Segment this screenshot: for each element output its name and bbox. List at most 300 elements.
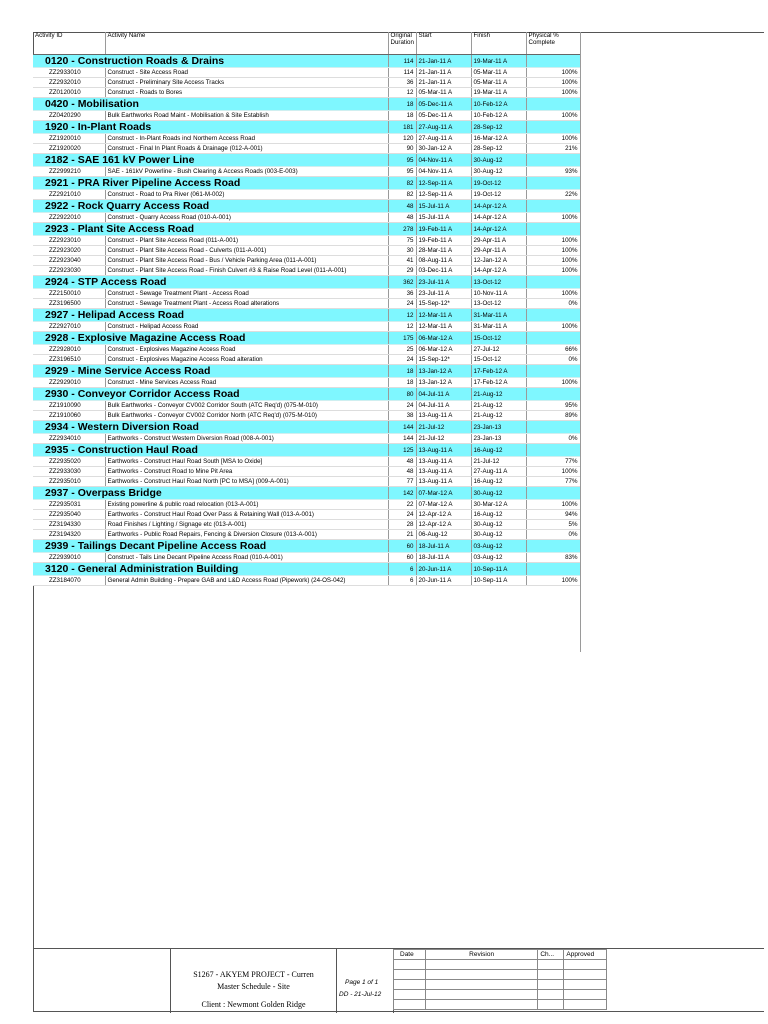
wbs-group-title: 2929 - Mine Service Access Road <box>33 365 388 378</box>
wbs-group-title: 2939 - Tailings Decant Pipeline Access Road <box>33 540 388 553</box>
activity-row <box>33 246 580 256</box>
activity-start: 06-Aug-12 <box>416 530 471 540</box>
group-pct <box>526 421 580 434</box>
activity-row <box>33 111 580 121</box>
activity-name: Construct - Plant Site Access Road (011-A-001) <box>105 236 388 246</box>
group-finish: 13-Oct-12 <box>471 276 526 289</box>
activity-id: ZZ3196510 <box>33 355 105 365</box>
activity-pct-complete: 94% <box>526 510 580 520</box>
activity-duration: 24 <box>388 355 416 365</box>
group-duration: 125 <box>388 444 416 457</box>
activity-row <box>33 510 580 520</box>
activity-duration: 18 <box>388 378 416 388</box>
wbs-group-row <box>33 98 580 111</box>
wbs-group-row <box>33 332 580 345</box>
activity-id: ZZ2150010 <box>33 289 105 299</box>
activity-start: 04-Nov-11 A <box>416 167 471 177</box>
group-finish: 10-Feb-12 A <box>471 98 526 111</box>
activity-pct-complete: 22% <box>526 190 580 200</box>
group-start: 12-Mar-11 A <box>416 309 471 322</box>
activity-pct-complete: 0% <box>526 355 580 365</box>
activity-start: 20-Jun-11 A <box>416 576 471 586</box>
activity-row <box>33 78 580 88</box>
wbs-group-row <box>33 563 580 576</box>
wbs-group-row <box>33 309 580 322</box>
group-duration: 144 <box>388 421 416 434</box>
group-start: 06-Mar-12 A <box>416 332 471 345</box>
activity-name: Construct - Sewage Treatment Plant - Access Road alterations <box>105 299 388 309</box>
group-start: 23-Jul-11 A <box>416 276 471 289</box>
activity-pct-complete: 21% <box>526 144 580 154</box>
rev-header-date: Date <box>394 950 426 960</box>
activity-row <box>33 378 580 388</box>
activity-name: Construct - Explosives Magazine Access Road alteration <box>105 355 388 365</box>
activity-id: ZZ2935010 <box>33 477 105 487</box>
activity-name: Earthworks - Construct Western Diversion Road (008-A-001) <box>105 434 388 444</box>
group-duration: 181 <box>388 121 416 134</box>
wbs-group-title: 2927 - Helipad Access Road <box>33 309 388 322</box>
group-pct <box>526 540 580 553</box>
activity-name: Construct - Preliminary Site Access Tracks <box>105 78 388 88</box>
activity-duration: 60 <box>388 553 416 563</box>
activity-id: ZZ2929010 <box>33 378 105 388</box>
activity-name: Existing powerline & public road relocation (013-A-001) <box>105 500 388 510</box>
wbs-group-row <box>33 55 580 68</box>
wbs-group-title: 0120 - Construction Roads & Drains <box>33 55 388 68</box>
activity-duration: 18 <box>388 111 416 121</box>
activity-finish: 30-Aug-12 <box>471 530 526 540</box>
activity-duration: 24 <box>388 299 416 309</box>
activity-finish: 16-Mar-12 A <box>471 134 526 144</box>
activity-finish: 31-Mar-11 A <box>471 322 526 332</box>
group-duration: 82 <box>388 177 416 190</box>
activity-pct-complete: 100% <box>526 213 580 223</box>
activity-finish: 17-Feb-12 A <box>471 378 526 388</box>
activity-pct-complete: 83% <box>526 553 580 563</box>
activity-duration: 30 <box>388 246 416 256</box>
wbs-group-row <box>33 365 580 378</box>
group-pct <box>526 309 580 322</box>
wbs-group-title: 2930 - Conveyor Corridor Access Road <box>33 388 388 401</box>
activity-id: ZZ2921010 <box>33 190 105 200</box>
group-duration: 114 <box>388 55 416 68</box>
activity-start: 13-Aug-11 A <box>416 457 471 467</box>
schedule-table <box>33 32 581 586</box>
group-pct <box>526 98 580 111</box>
activity-id: ZZ2933010 <box>33 68 105 78</box>
activity-id: ZZ2934010 <box>33 434 105 444</box>
activity-id: ZZ1920020 <box>33 144 105 154</box>
group-finish: 30-Aug-12 <box>471 154 526 167</box>
activity-duration: 38 <box>388 411 416 421</box>
activity-finish: 30-Mar-12 A <box>471 500 526 510</box>
activity-id: ZZ2923010 <box>33 236 105 246</box>
activity-start: 12-Apr-12 A <box>416 520 471 530</box>
wbs-group-row <box>33 421 580 434</box>
group-start: 21-Jul-12 <box>416 421 471 434</box>
activity-duration: 77 <box>388 477 416 487</box>
activity-finish: 05-Mar-11 A <box>471 78 526 88</box>
wbs-group-row <box>33 540 580 553</box>
activity-duration: 28 <box>388 520 416 530</box>
activity-duration: 95 <box>388 167 416 177</box>
activity-row <box>33 553 580 563</box>
activity-start: 28-Mar-11 A <box>416 246 471 256</box>
group-finish: 31-Mar-11 A <box>471 309 526 322</box>
activity-id: ZZ2928010 <box>33 345 105 355</box>
activity-duration: 82 <box>388 190 416 200</box>
group-start: 13-Aug-11 A <box>416 444 471 457</box>
activity-start: 21-Jul-12 <box>416 434 471 444</box>
wbs-group-title: 2937 - Overpass Bridge <box>33 487 388 500</box>
activity-start: 12-Apr-12 A <box>416 510 471 520</box>
group-pct <box>526 365 580 378</box>
rev-header-checked: Ch... <box>538 950 564 960</box>
activity-pct-complete: 100% <box>526 378 580 388</box>
activity-row <box>33 299 580 309</box>
wbs-group-title: 2934 - Western Diversion Road <box>33 421 388 434</box>
activity-finish: 23-Jan-13 <box>471 434 526 444</box>
col-finish: Finish <box>471 32 526 55</box>
activity-duration: 90 <box>388 144 416 154</box>
activity-row <box>33 134 580 144</box>
activity-row <box>33 530 580 540</box>
activity-finish: 16-Aug-12 <box>471 477 526 487</box>
group-duration: 362 <box>388 276 416 289</box>
activity-name: Construct - In-Plant Roads incl Northern Access Road <box>105 134 388 144</box>
activity-pct-complete: 100% <box>526 289 580 299</box>
activity-duration: 22 <box>388 500 416 510</box>
activity-start: 04-Jul-11 A <box>416 401 471 411</box>
col-physical-complete: Physical % Complete <box>526 32 580 55</box>
activity-finish: 28-Sep-12 <box>471 144 526 154</box>
group-pct <box>526 444 580 457</box>
wbs-group-row <box>33 388 580 401</box>
table-right-border <box>580 32 581 652</box>
wbs-group-row <box>33 487 580 500</box>
activity-id: ZZ2922010 <box>33 213 105 223</box>
group-start: 04-Nov-11 A <box>416 154 471 167</box>
wbs-group-title: 2182 - SAE 161 kV Power Line <box>33 154 388 167</box>
activity-finish: 13-Oct-12 <box>471 299 526 309</box>
activity-start: 13-Aug-11 A <box>416 411 471 421</box>
activity-id: ZZ3194330 <box>33 520 105 530</box>
activity-finish: 27-Aug-11 A <box>471 467 526 477</box>
activity-id: ZZ3194320 <box>33 530 105 540</box>
activity-row <box>33 355 580 365</box>
wbs-group-title: 0420 - Mobilisation <box>33 98 388 111</box>
group-finish: 21-Aug-12 <box>471 388 526 401</box>
group-pct <box>526 388 580 401</box>
activity-pct-complete: 89% <box>526 411 580 421</box>
schedule-name: Master Schedule - Site <box>217 982 290 991</box>
activity-name: Construct - Helipad Access Road <box>105 322 388 332</box>
activity-name: Construct - Explosives Magazine Access Road <box>105 345 388 355</box>
wbs-group-title: 1920 - In-Plant Roads <box>33 121 388 134</box>
activity-duration: 12 <box>388 88 416 98</box>
activity-row <box>33 144 580 154</box>
activity-finish: 21-Aug-12 <box>471 401 526 411</box>
activity-start: 23-Jul-11 A <box>416 289 471 299</box>
activity-duration: 6 <box>388 576 416 586</box>
activity-pct-complete: 100% <box>526 500 580 510</box>
activity-finish: 21-Jul-12 <box>471 457 526 467</box>
project-title: S1267 - AKYEM PROJECT - Curren <box>193 970 314 979</box>
activity-name: Earthworks - Public Road Repairs, Fencing & Diversion Closure (013-A-001) <box>105 530 388 540</box>
activity-id: ZZ1910060 <box>33 411 105 421</box>
activity-start: 19-Feb-11 A <box>416 236 471 246</box>
activity-name: Road Finishes / Lighting / Signage etc (013-A-001) <box>105 520 388 530</box>
activity-name: Construct - Roads to Bores <box>105 88 388 98</box>
activity-finish: 19-Mar-11 A <box>471 88 526 98</box>
group-pct <box>526 154 580 167</box>
activity-finish: 12-Jan-12 A <box>471 256 526 266</box>
activity-row <box>33 411 580 421</box>
group-start: 04-Jul-11 A <box>416 388 471 401</box>
group-start: 19-Feb-11 A <box>416 223 471 236</box>
activity-row <box>33 213 580 223</box>
activity-start: 12-Sep-11 A <box>416 190 471 200</box>
activity-duration: 41 <box>388 256 416 266</box>
activity-pct-complete: 77% <box>526 457 580 467</box>
wbs-group-row <box>33 200 580 213</box>
wbs-group-row <box>33 444 580 457</box>
activity-finish: 14-Apr-12 A <box>471 213 526 223</box>
activity-name: Construct - Final In Plant Roads & Drainage (012-A-001) <box>105 144 388 154</box>
wbs-group-row <box>33 154 580 167</box>
activity-id: ZZ2923040 <box>33 256 105 266</box>
activity-name: General Admin Building - Prepare GAB and L&D Access Road (Pipework) (24-OS-042) <box>105 576 388 586</box>
group-pct <box>526 121 580 134</box>
activity-start: 13-Jan-12 A <box>416 378 471 388</box>
wbs-group-title: 2921 - PRA River Pipeline Access Road <box>33 177 388 190</box>
wbs-group-row <box>33 223 580 236</box>
activity-id: ZZ3196500 <box>33 299 105 309</box>
activity-pct-complete: 100% <box>526 236 580 246</box>
activity-duration: 75 <box>388 236 416 246</box>
activity-name: Construct - Site Access Road <box>105 68 388 78</box>
activity-start: 15-Sep-12* <box>416 299 471 309</box>
activity-start: 18-Jul-11 A <box>416 553 471 563</box>
activity-pct-complete: 77% <box>526 477 580 487</box>
wbs-group-title: 2935 - Construction Haul Road <box>33 444 388 457</box>
activity-name: Construct - Road to Pra River (061-M-002) <box>105 190 388 200</box>
activity-duration: 24 <box>388 510 416 520</box>
rev-header-revision: Revision <box>425 950 537 960</box>
wbs-group-title: 2928 - Explosive Magazine Access Road <box>33 332 388 345</box>
group-start: 12-Sep-11 A <box>416 177 471 190</box>
group-finish: 30-Aug-12 <box>471 487 526 500</box>
wbs-group-title: 2922 - Rock Quarry Access Road <box>33 200 388 213</box>
activity-duration: 24 <box>388 401 416 411</box>
activity-duration: 48 <box>388 213 416 223</box>
activity-pct-complete: 100% <box>526 134 580 144</box>
activity-duration: 21 <box>388 530 416 540</box>
group-start: 05-Dec-11 A <box>416 98 471 111</box>
group-duration: 6 <box>388 563 416 576</box>
activity-duration: 48 <box>388 467 416 477</box>
group-duration: 12 <box>388 309 416 322</box>
activity-name: Construct - Plant Site Access Road - Bus / Vehicle Parking Area (011-A-001) <box>105 256 388 266</box>
activity-row <box>33 576 580 586</box>
activity-duration: 144 <box>388 434 416 444</box>
activity-id: ZZ2935020 <box>33 457 105 467</box>
group-finish: 10-Sep-11 A <box>471 563 526 576</box>
activity-name: Bulk Earthworks - Conveyor CV002 Corridor North (ATC Req'd) (075-M-010) <box>105 411 388 421</box>
group-duration: 18 <box>388 365 416 378</box>
activity-id: ZZ2935031 <box>33 500 105 510</box>
activity-start: 07-Mar-12 A <box>416 500 471 510</box>
activity-name: Construct - Tails Line Decant Pipeline Access Road (010-A-001) <box>105 553 388 563</box>
activity-pct-complete: 100% <box>526 111 580 121</box>
activity-name: Construct - Quarry Access Road (010-A-001) <box>105 213 388 223</box>
wbs-group-row <box>33 276 580 289</box>
activity-finish: 10-Feb-12 A <box>471 111 526 121</box>
group-duration: 175 <box>388 332 416 345</box>
activity-row <box>33 167 580 177</box>
activity-row <box>33 236 580 246</box>
activity-id: ZZ2932010 <box>33 78 105 88</box>
activity-start: 27-Aug-11 A <box>416 134 471 144</box>
activity-id: ZZ0420290 <box>33 111 105 121</box>
group-start: 18-Jul-11 A <box>416 540 471 553</box>
activity-id: ZZ1910090 <box>33 401 105 411</box>
group-pct <box>526 200 580 213</box>
activity-name: Construct - Plant Site Access Road - Culverts (011-A-001) <box>105 246 388 256</box>
activity-pct-complete: 95% <box>526 401 580 411</box>
activity-start: 05-Dec-11 A <box>416 111 471 121</box>
data-date: DD - 21-Jul-12 <box>339 991 382 998</box>
group-finish: 16-Aug-12 <box>471 444 526 457</box>
group-finish: 03-Aug-12 <box>471 540 526 553</box>
activity-id: ZZ2935040 <box>33 510 105 520</box>
activity-start: 13-Aug-11 A <box>416 467 471 477</box>
wbs-group-row <box>33 121 580 134</box>
group-start: 15-Jul-11 A <box>416 200 471 213</box>
activity-name: Construct - Plant Site Access Road - Finish Culvert #3 & Raise Road Level (011-A-001) <box>105 266 388 276</box>
activity-start: 03-Dec-11 A <box>416 266 471 276</box>
activity-row <box>33 457 580 467</box>
activity-name: Construct - Mine Services Access Road <box>105 378 388 388</box>
activity-duration: 48 <box>388 457 416 467</box>
activity-pct-complete: 100% <box>526 322 580 332</box>
activity-duration: 114 <box>388 68 416 78</box>
activity-start: 13-Aug-11 A <box>416 477 471 487</box>
activity-finish: 21-Aug-12 <box>471 411 526 421</box>
activity-pct-complete: 0% <box>526 434 580 444</box>
group-finish: 14-Apr-12 A <box>471 223 526 236</box>
activity-duration: 120 <box>388 134 416 144</box>
wbs-group-title: 2924 - STP Access Road <box>33 276 388 289</box>
activity-row <box>33 88 580 98</box>
activity-row <box>33 190 580 200</box>
group-pct <box>526 487 580 500</box>
activity-name: Construct - Sewage Treatment Plant - Access Road <box>105 289 388 299</box>
group-finish: 17-Feb-12 A <box>471 365 526 378</box>
activity-pct-complete: 100% <box>526 78 580 88</box>
activity-finish: 27-Jul-12 <box>471 345 526 355</box>
activity-id: ZZ2923020 <box>33 246 105 256</box>
col-activity-id: Activity ID <box>33 32 105 55</box>
activity-pct-complete: 5% <box>526 520 580 530</box>
group-duration: 95 <box>388 154 416 167</box>
group-start: 21-Jan-11 A <box>416 55 471 68</box>
activity-pct-complete: 66% <box>526 345 580 355</box>
activity-pct-complete: 100% <box>526 88 580 98</box>
schedule-body <box>33 55 580 586</box>
activity-finish: 29-Apr-11 A <box>471 246 526 256</box>
group-pct <box>526 563 580 576</box>
activity-pct-complete: 100% <box>526 266 580 276</box>
activity-finish: 03-Aug-12 <box>471 553 526 563</box>
rev-header-approved: Approved <box>564 950 607 960</box>
col-activity-name: Activity Name <box>105 32 388 55</box>
activity-duration: 29 <box>388 266 416 276</box>
activity-finish: 05-Mar-11 A <box>471 68 526 78</box>
activity-row <box>33 467 580 477</box>
activity-pct-complete: 93% <box>526 167 580 177</box>
activity-row <box>33 401 580 411</box>
activity-pct-complete: 100% <box>526 256 580 266</box>
activity-row <box>33 289 580 299</box>
group-duration: 142 <box>388 487 416 500</box>
activity-row <box>33 266 580 276</box>
group-pct <box>526 55 580 68</box>
group-duration: 18 <box>388 98 416 111</box>
activity-duration: 36 <box>388 289 416 299</box>
activity-name: Earthworks - Construct Haul Road South [MSA to Oxide] <box>105 457 388 467</box>
activity-start: 15-Sep-12* <box>416 355 471 365</box>
group-start: 20-Jun-11 A <box>416 563 471 576</box>
activity-row <box>33 322 580 332</box>
activity-finish: 19-Oct-12 <box>471 190 526 200</box>
group-finish: 28-Sep-12 <box>471 121 526 134</box>
activity-start: 30-Jan-12 A <box>416 144 471 154</box>
group-duration: 60 <box>388 540 416 553</box>
activity-finish: 16-Aug-12 <box>471 510 526 520</box>
activity-name: Earthworks - Construct Haul Road North [PC to MSA] (009-A-001) <box>105 477 388 487</box>
activity-id: ZZ0120010 <box>33 88 105 98</box>
page-number: Page 1 of 1 <box>345 979 379 986</box>
activity-start: 12-Mar-11 A <box>416 322 471 332</box>
activity-row <box>33 520 580 530</box>
activity-start: 15-Jul-11 A <box>416 213 471 223</box>
activity-pct-complete: 100% <box>526 68 580 78</box>
wbs-group-row <box>33 177 580 190</box>
activity-duration: 12 <box>388 322 416 332</box>
project-title-block <box>170 949 337 1013</box>
activity-row <box>33 256 580 266</box>
activity-pct-complete: 100% <box>526 246 580 256</box>
activity-pct-complete: 0% <box>526 530 580 540</box>
activity-id: ZZ1920010 <box>33 134 105 144</box>
activity-start: 06-Mar-12 A <box>416 345 471 355</box>
activity-id: ZZ2999210 <box>33 167 105 177</box>
activity-finish: 15-Oct-12 <box>471 355 526 365</box>
group-start: 27-Aug-11 A <box>416 121 471 134</box>
activity-row <box>33 434 580 444</box>
activity-pct-complete: 0% <box>526 299 580 309</box>
wbs-group-title: 3120 - General Administration Building <box>33 563 388 576</box>
activity-id: ZZ2939010 <box>33 553 105 563</box>
activity-start: 05-Mar-11 A <box>416 88 471 98</box>
group-finish: 15-Oct-12 <box>471 332 526 345</box>
activity-name: Earthworks - Construct Road to Mine Pit Area <box>105 467 388 477</box>
activity-start: 21-Jan-11 A <box>416 78 471 88</box>
activity-row <box>33 68 580 78</box>
activity-finish: 30-Aug-12 <box>471 520 526 530</box>
activity-name: Bulk Earthworks Road Maint - Mobilisation & Site Establish <box>105 111 388 121</box>
